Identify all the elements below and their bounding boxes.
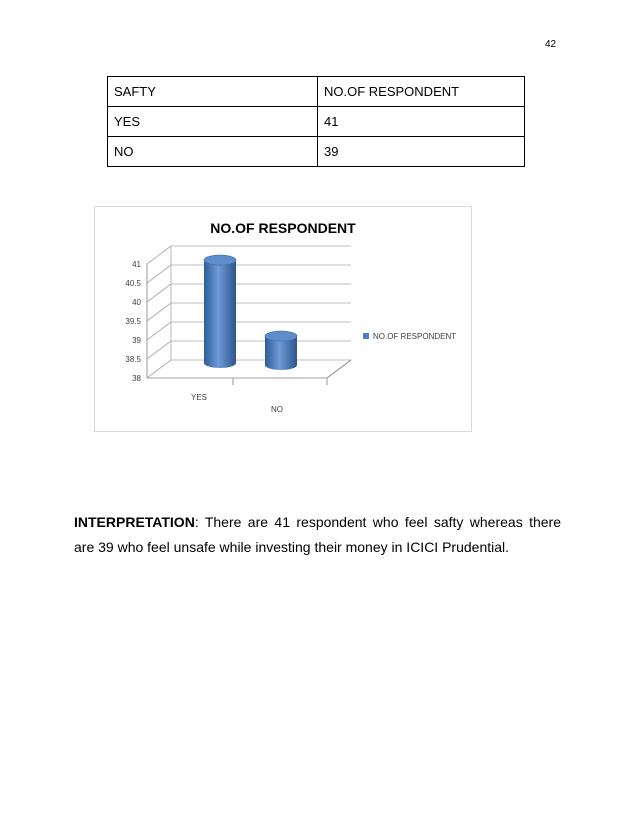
chart-container <box>94 206 472 432</box>
interpretation-label: INTERPRETATION <box>74 514 195 530</box>
y-tick-label: 40 <box>132 298 141 307</box>
table-cell: 39 <box>318 137 525 167</box>
y-tick-label: 39 <box>132 336 141 345</box>
x-tick-label: NO <box>271 405 283 414</box>
legend-label: NO.OF RESPONDENT <box>373 332 457 341</box>
interpretation-text: : There are 41 respondent who feel safty whereas there are 39 who feel unsafe while investing their money in ICICI Prudential. <box>74 514 561 555</box>
y-tick-label: 38.5 <box>125 355 141 364</box>
bar-top <box>265 331 297 341</box>
gridline-side <box>147 284 171 302</box>
respondent-table <box>107 76 525 167</box>
bar-chart <box>95 207 471 431</box>
gridline-side <box>147 360 171 378</box>
interpretation-paragraph <box>74 510 561 560</box>
table-header-cell: NO.OF RESPONDENT <box>318 77 525 107</box>
y-tick-label: 39.5 <box>125 317 141 326</box>
table-cell: 41 <box>318 107 525 137</box>
y-tick-label: 41 <box>132 260 141 269</box>
gridline-side <box>147 246 171 264</box>
gridline-side <box>147 303 171 321</box>
table-cell: YES <box>108 107 318 137</box>
chart-title: NO.OF RESPONDENT <box>210 220 356 236</box>
table-cell: NO <box>108 137 318 167</box>
y-tick-label: 38 <box>132 374 141 383</box>
table-header-row <box>108 77 525 107</box>
table-row <box>108 137 525 167</box>
y-tick-label: 40.5 <box>125 279 141 288</box>
bar <box>204 260 236 368</box>
page-number: 42 <box>545 39 557 50</box>
legend-swatch <box>363 333 369 339</box>
bar-top <box>204 255 236 265</box>
table-row <box>108 107 525 137</box>
gridline-side <box>147 265 171 283</box>
floor-edge <box>327 360 351 378</box>
gridline-side <box>147 341 171 359</box>
table-header-cell: SAFTY <box>108 77 318 107</box>
x-tick-label: YES <box>191 393 208 402</box>
gridline-side <box>147 322 171 340</box>
